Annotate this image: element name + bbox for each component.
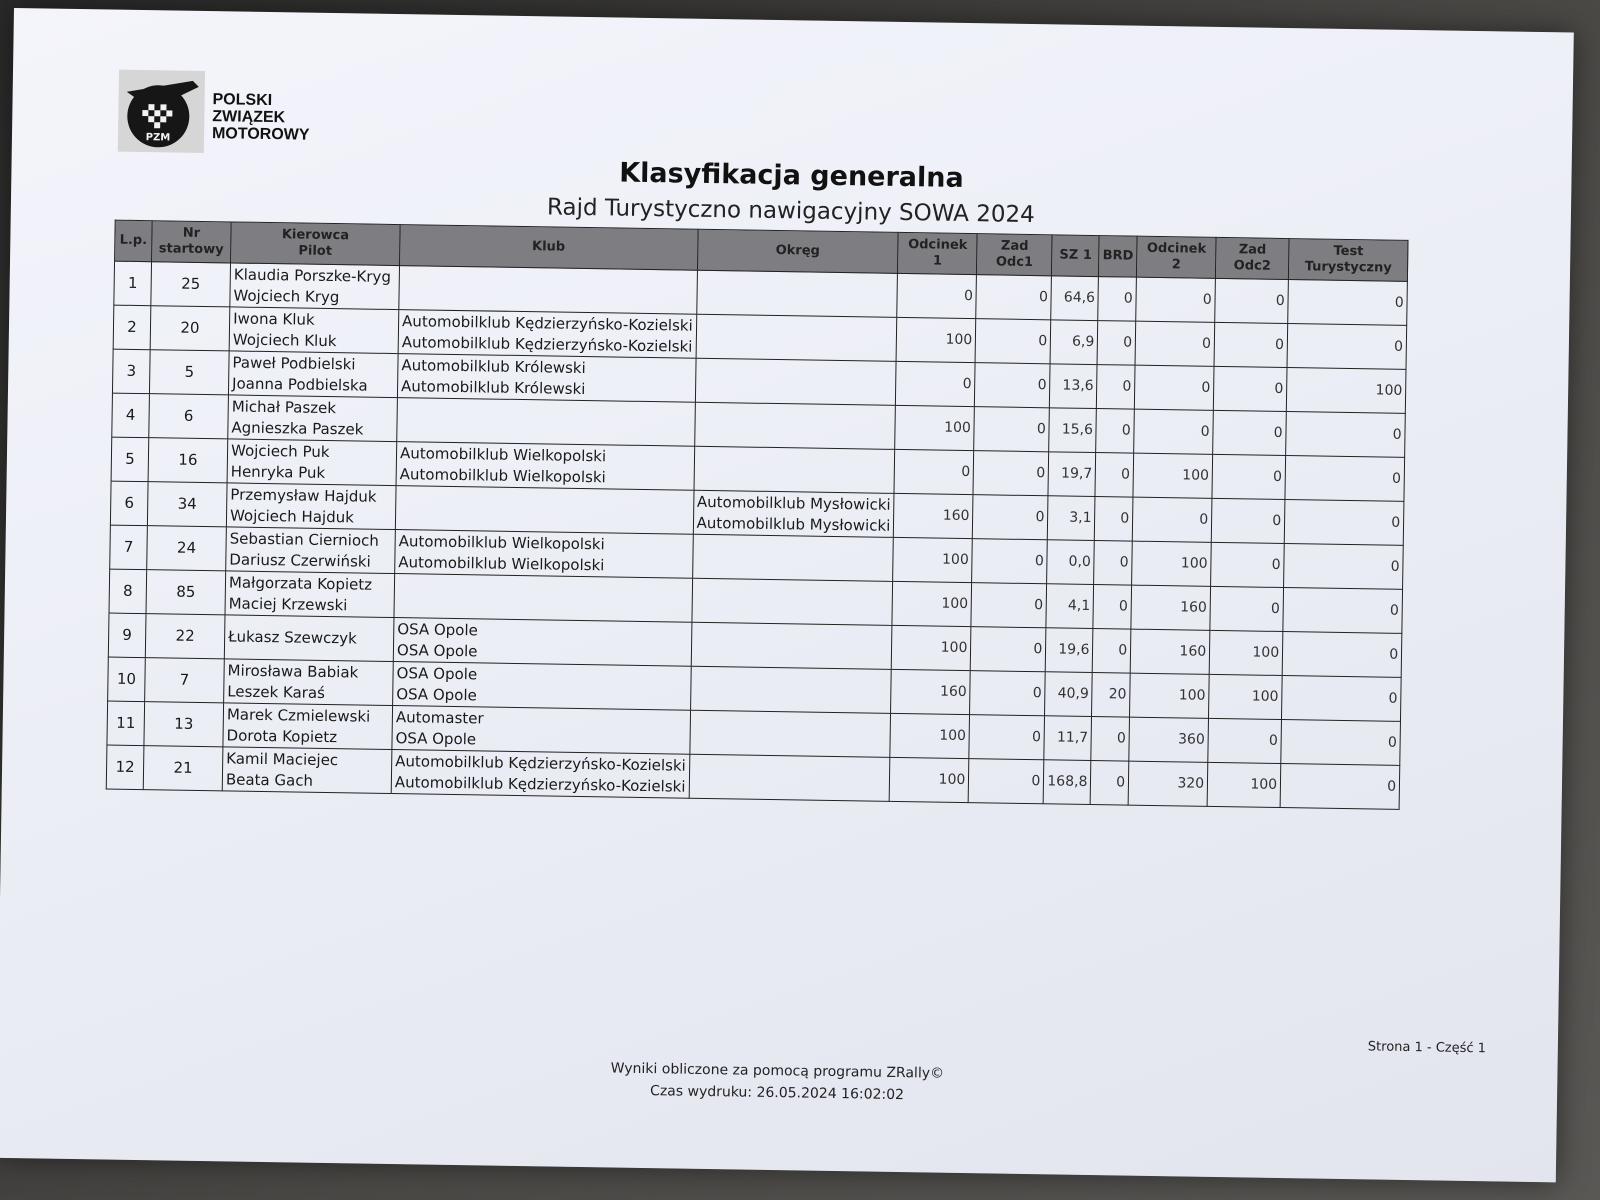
- cell-odcinek2: 0: [1134, 409, 1214, 454]
- col-kierowca: Kierowca: [281, 227, 350, 244]
- cell-zad-odc1: 0: [974, 407, 1050, 452]
- col-klub: Klub: [400, 225, 698, 271]
- cell-crew: [227, 439, 397, 486]
- cell-odcinek1: 100: [896, 317, 976, 362]
- cell-sz1: 3,1: [1048, 496, 1096, 541]
- driver-club: Automobilklub Wielkopolski: [399, 443, 607, 465]
- driver-okreg: [695, 600, 889, 603]
- cell-odcinek1: 100: [892, 581, 972, 626]
- pilot-club: OSA Opole: [395, 728, 477, 748]
- cell-okreg: [689, 710, 890, 757]
- cell-crew: [230, 263, 400, 310]
- organization-name: [212, 91, 310, 144]
- pilot-name: Beata Gach: [225, 769, 314, 790]
- cell-brd: 0: [1094, 541, 1132, 586]
- cell-zad-odc2: 0: [1208, 718, 1282, 763]
- pilot-okreg: [693, 732, 887, 735]
- cell-test-turystyczny: 0: [1282, 632, 1402, 678]
- cell-sz1: 13,6: [1050, 364, 1098, 409]
- cell-odcinek1: 0: [894, 449, 974, 494]
- pilot-okreg: [700, 336, 894, 339]
- cell-klub: [393, 618, 691, 667]
- cell-lp: 8: [109, 569, 147, 614]
- cell-okreg: [692, 534, 893, 581]
- driver-okreg: [695, 644, 889, 647]
- pilot-name: Wojciech Hajduk: [229, 505, 355, 526]
- cell-brd: 0: [1097, 365, 1135, 410]
- cell-sz1: 4,1: [1046, 584, 1094, 629]
- cell-sz1: 0,0: [1047, 540, 1095, 585]
- pilot-club: [403, 288, 694, 293]
- cell-klub: [394, 574, 692, 623]
- cell-test-turystyczny: 100: [1286, 368, 1406, 414]
- cell-odcinek1: 160: [894, 493, 974, 538]
- cell-zad-odc1: 0: [976, 275, 1052, 320]
- pilot-name: Wojciech Kryg: [233, 285, 340, 306]
- driver-name: Mirosława Babiak: [227, 660, 359, 681]
- driver-okreg: Automobilklub Mysłowicki: [696, 492, 891, 514]
- col-zad-odc1: Zad Odc1: [977, 234, 1053, 276]
- cell-lp: 2: [113, 305, 151, 350]
- table-body: [106, 261, 1407, 809]
- pilot-name: Henryka Puk: [230, 461, 326, 482]
- cell-sz1: 15,6: [1049, 408, 1097, 453]
- cell-okreg: [690, 666, 891, 713]
- cell-brd: 0: [1096, 409, 1134, 454]
- cell-zad-odc1: 0: [971, 627, 1047, 672]
- cell-test-turystyczny: 0: [1285, 456, 1405, 502]
- cell-zad-odc2: 0: [1213, 410, 1287, 455]
- cell-crew: [229, 307, 399, 354]
- cell-lp: 7: [110, 525, 148, 570]
- cell-okreg: [689, 754, 890, 801]
- cell-crew: [228, 351, 398, 398]
- driver-okreg: [699, 380, 893, 383]
- cell-nr-startowy: 16: [148, 438, 228, 483]
- cell-zad-odc2: 100: [1207, 762, 1281, 807]
- cell-sz1: 64,6: [1051, 276, 1099, 321]
- cell-odcinek2: 320: [1128, 761, 1208, 806]
- cell-klub: [396, 442, 694, 491]
- cell-test-turystyczny: 0: [1288, 280, 1408, 326]
- cell-nr-startowy: 20: [150, 306, 230, 351]
- driver-name: Wojciech Puk: [230, 440, 330, 461]
- cell-zad-odc1: 0: [969, 715, 1045, 760]
- cell-brd: 0: [1097, 321, 1135, 366]
- driver-club: OSA Opole: [396, 663, 478, 683]
- page-number: Strona 1 - Część 1: [1367, 1039, 1487, 1057]
- pilot-okreg: [700, 292, 894, 295]
- cell-klub: [399, 266, 697, 315]
- cell-brd: 0: [1091, 717, 1129, 762]
- pilot-name: Agnieszka Paszek: [231, 417, 364, 439]
- cell-zad-odc1: 0: [970, 671, 1046, 716]
- footer-print-time: Czas wydruku: 26.05.2024 16:02:02: [649, 1083, 905, 1104]
- pilot-club: Automobilklub Kędzierzyńsko-Kozielski: [394, 772, 686, 796]
- cell-brd: 20: [1092, 673, 1130, 718]
- cell-sz1: 11,7: [1044, 716, 1092, 761]
- cell-test-turystyczny: 0: [1283, 588, 1403, 634]
- cell-odcinek2: 360: [1129, 717, 1209, 762]
- pilot-okreg: [693, 776, 887, 779]
- cell-klub: [391, 750, 689, 799]
- pilot-club: Automobilklub Królewski: [400, 376, 586, 398]
- pilot-name: Wojciech Kluk: [232, 329, 337, 350]
- cell-crew: [226, 527, 396, 574]
- cell-zad-odc2: 0: [1215, 278, 1289, 323]
- driver-club: [403, 288, 694, 293]
- cell-okreg: [693, 490, 894, 537]
- col-zad-odc2: Zad Odc2: [1216, 237, 1290, 279]
- cell-zad-odc2: 0: [1210, 586, 1284, 631]
- cell-okreg: [696, 270, 897, 317]
- driver-club: OSA Opole: [397, 619, 478, 639]
- cell-zad-odc2: 0: [1211, 498, 1285, 543]
- cell-klub: [395, 530, 693, 579]
- pilot-club: [398, 596, 689, 601]
- driver-okreg: [693, 732, 887, 735]
- cell-lp: 1: [114, 261, 152, 306]
- cell-lp: 9: [108, 613, 146, 658]
- cell-crew: [222, 747, 392, 794]
- driver-okreg: [694, 688, 888, 691]
- cell-odcinek1: 0: [896, 361, 976, 406]
- cell-okreg: [691, 622, 892, 669]
- cell-odcinek2: 0: [1135, 365, 1215, 410]
- cell-sz1: 40,9: [1045, 672, 1093, 717]
- cell-test-turystyczny: 0: [1286, 412, 1406, 458]
- pilot-okreg: [698, 424, 892, 427]
- driver-okreg: [696, 556, 890, 559]
- col-brd: BRD: [1099, 236, 1137, 278]
- cell-odcinek2: 160: [1130, 629, 1210, 674]
- cell-odcinek2: 100: [1130, 673, 1210, 718]
- cell-odcinek2: 100: [1133, 453, 1213, 498]
- cell-zad-odc2: 0: [1213, 366, 1287, 411]
- driver-name: Paweł Podbielski: [232, 352, 356, 373]
- pilot-club: [401, 420, 692, 425]
- cell-okreg: [694, 446, 895, 493]
- cell-odcinek2: 160: [1131, 585, 1211, 630]
- cell-lp: 6: [110, 481, 148, 526]
- cell-odcinek2: 0: [1135, 321, 1215, 366]
- cell-odcinek1: 100: [890, 713, 970, 758]
- cell-zad-odc2: 0: [1212, 454, 1286, 499]
- driver-club: Automobilklub Kędzierzyńsko-Kozielski: [395, 751, 686, 775]
- cell-zad-odc2: 0: [1211, 542, 1285, 587]
- cell-odcinek1: 100: [892, 625, 972, 670]
- cell-test-turystyczny: 0: [1281, 719, 1401, 765]
- col-lp: L.p.: [115, 220, 153, 262]
- cell-brd: 0: [1098, 277, 1136, 322]
- results-table: [106, 220, 1409, 810]
- printed-sheet: [0, 8, 1574, 1182]
- cell-sz1: 6,9: [1050, 320, 1098, 365]
- cell-okreg: [692, 578, 893, 625]
- driver-name: Małgorzata Kopietz: [228, 572, 373, 594]
- cell-klub: [397, 354, 695, 403]
- pilot-name: Leszek Karaś: [227, 681, 326, 702]
- driver-club: [398, 596, 689, 601]
- pilot-club: Automobilklub Kędzierzyńsko-Kozielski: [401, 332, 693, 356]
- cell-nr-startowy: 24: [147, 526, 227, 571]
- col-nr-startowy: Nr startowy: [152, 221, 232, 263]
- pilot-club: OSA Opole: [396, 640, 478, 660]
- cell-odcinek2: 0: [1132, 497, 1212, 542]
- cell-lp: 11: [107, 701, 145, 746]
- cell-crew: [223, 703, 393, 750]
- cell-zad-odc1: 0: [973, 495, 1049, 540]
- document-subtitle: Rajd Turystyczno nawigacyjny SOWA 2024: [546, 194, 1035, 229]
- pilot-okreg: [695, 644, 889, 647]
- org-line: MOTOROWY: [211, 125, 310, 144]
- cell-zad-odc1: 0: [975, 363, 1051, 408]
- cell-klub: [398, 310, 696, 359]
- cell-test-turystyczny: 0: [1284, 500, 1404, 546]
- org-line: ZWIĄZEK: [212, 108, 286, 127]
- cell-nr-startowy: 34: [147, 482, 227, 527]
- pilot-okreg: [695, 600, 889, 603]
- cell-test-turystyczny: 0: [1287, 324, 1407, 370]
- cell-odcinek2: 100: [1132, 541, 1212, 586]
- cell-odcinek1: 100: [895, 405, 975, 450]
- document-footer: [0, 1048, 1557, 1116]
- cell-odcinek2: 0: [1136, 277, 1216, 322]
- pilot-name: Dariusz Czerwiński: [229, 549, 371, 571]
- cell-test-turystyczny: 0: [1282, 676, 1402, 722]
- driver-name: Iwona Kluk: [233, 308, 315, 329]
- driver-club: [399, 508, 690, 513]
- cell-zad-odc2: 100: [1209, 674, 1283, 719]
- driver-name: Sebastian Ciernioch: [229, 528, 380, 550]
- col-test-turystyczny: Test Turystyczny: [1289, 239, 1409, 282]
- cell-odcinek1: 160: [891, 669, 971, 714]
- pilot-okreg: [699, 380, 893, 383]
- driver-club: Automobilklub Wielkopolski: [398, 531, 605, 553]
- driver-name: Klaudia Porszke-Kryg: [233, 264, 392, 286]
- driver-name: Kamil Maciejec: [226, 748, 339, 769]
- cell-okreg: [694, 402, 895, 449]
- driver-name: Marek Czmielewski: [226, 704, 371, 726]
- cell-lp: 3: [112, 349, 150, 394]
- driver-name: Michał Paszek: [231, 396, 337, 417]
- footer-computed-by: Wyniki obliczone za pomocą programu ZRally©: [610, 1060, 945, 1082]
- pilot-okreg: Automobilklub Mysłowicki: [696, 513, 891, 535]
- driver-club: [401, 420, 692, 425]
- cell-test-turystyczny: 0: [1280, 763, 1400, 809]
- cell-lp: 10: [108, 657, 146, 702]
- pilot-club: [399, 508, 690, 513]
- cell-okreg: [696, 314, 897, 361]
- col-odcinek2: Odcinek 2: [1137, 236, 1217, 278]
- cell-sz1: 19,7: [1048, 452, 1096, 497]
- driver-okreg: [693, 776, 887, 779]
- pilot-club: Automobilklub Wielkopolski: [399, 464, 606, 486]
- cell-brd: 0: [1093, 585, 1131, 630]
- cell-zad-odc1: 0: [972, 539, 1048, 584]
- cell-crew: [228, 395, 398, 442]
- pilot-okreg: [697, 468, 891, 471]
- cell-lp: 5: [111, 437, 149, 482]
- cell-crew: [224, 615, 394, 662]
- driver-name: Łukasz Szewczyk: [228, 627, 357, 648]
- pilot-okreg: [694, 688, 888, 691]
- svg-text:PZM: PZM: [145, 132, 171, 144]
- org-line: POLSKI: [212, 91, 273, 110]
- cell-test-turystyczny: 0: [1284, 544, 1404, 590]
- cell-zad-odc2: 100: [1209, 630, 1283, 675]
- cell-okreg: [695, 358, 896, 405]
- cell-nr-startowy: 85: [146, 570, 226, 615]
- pilot-okreg: [696, 556, 890, 559]
- col-sz1: SZ 1: [1052, 235, 1100, 277]
- cell-sz1: 19,6: [1046, 628, 1094, 673]
- cell-lp: 12: [106, 745, 144, 790]
- cell-odcinek1: 0: [897, 273, 977, 318]
- col-kierowca-pilot: [231, 222, 401, 266]
- driver-okreg: [697, 468, 891, 471]
- cell-crew: [225, 571, 395, 618]
- cell-brd: 0: [1095, 497, 1133, 542]
- cell-nr-startowy: 21: [143, 746, 223, 791]
- driver-club: Automobilklub Kędzierzyńsko-Kozielski: [401, 311, 693, 335]
- cell-nr-startowy: 25: [151, 262, 231, 307]
- cell-nr-startowy: 7: [145, 658, 225, 703]
- cell-klub: [392, 706, 690, 755]
- document-title: Klasyfikacja generalna: [618, 157, 964, 194]
- col-pilot: Pilot: [298, 243, 333, 260]
- pilot-name: Joanna Podbielska: [231, 373, 368, 395]
- cell-zad-odc2: 0: [1214, 322, 1288, 367]
- pilot-name: Maciej Krzewski: [228, 593, 348, 614]
- pilot-club: Automobilklub Wielkopolski: [398, 552, 605, 574]
- cell-brd: 0: [1095, 453, 1133, 498]
- pzm-emblem-icon: [118, 70, 205, 153]
- cell-klub: [395, 486, 693, 535]
- pilot-club: OSA Opole: [396, 684, 477, 704]
- pilot-name: Dorota Kopietz: [226, 725, 338, 746]
- cell-nr-startowy: 22: [145, 614, 225, 659]
- col-okreg: Okręg: [697, 229, 898, 273]
- driver-okreg: [700, 292, 894, 295]
- driver-name: Przemysław Hajduk: [230, 484, 377, 506]
- driver-club: Automaster: [395, 707, 484, 727]
- pzm-logo: [118, 70, 205, 153]
- cell-zad-odc1: 0: [971, 583, 1047, 628]
- cell-brd: 0: [1091, 761, 1129, 806]
- cell-zad-odc1: 0: [975, 319, 1051, 364]
- cell-odcinek1: 100: [890, 757, 970, 802]
- cell-brd: 0: [1093, 629, 1131, 674]
- cell-nr-startowy: 13: [144, 702, 224, 747]
- cell-klub: [397, 398, 695, 447]
- cell-crew: [226, 483, 396, 530]
- cell-zad-odc1: 0: [973, 451, 1049, 496]
- cell-klub: [393, 662, 691, 711]
- cell-lp: 4: [112, 393, 150, 438]
- cell-sz1: 168,8: [1043, 760, 1091, 805]
- cell-nr-startowy: 5: [149, 350, 229, 395]
- cell-zad-odc1: 0: [968, 759, 1044, 804]
- driver-club: Automobilklub Królewski: [401, 355, 586, 377]
- driver-okreg: [698, 424, 892, 427]
- cell-crew: [224, 659, 394, 706]
- col-odcinek1: Odcinek 1: [898, 232, 978, 274]
- cell-odcinek1: 100: [893, 537, 973, 582]
- driver-okreg: [700, 336, 894, 339]
- cell-nr-startowy: 6: [149, 394, 229, 439]
